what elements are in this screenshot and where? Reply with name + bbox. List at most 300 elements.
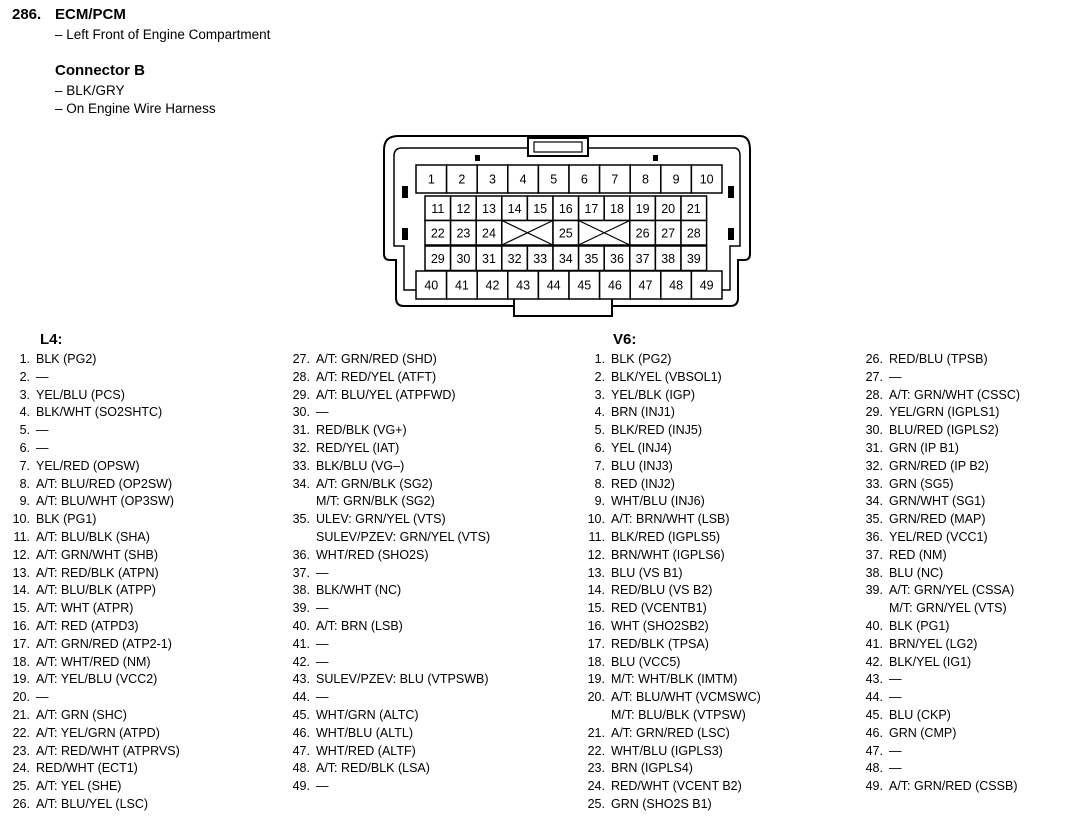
pin-number: 15. xyxy=(12,601,30,616)
pin-description: GRN (IP B1) xyxy=(889,440,959,455)
connector-pin-8 xyxy=(630,165,661,193)
connector-pin-9 xyxy=(661,165,692,193)
pin-entry xyxy=(853,565,1020,583)
pin-number: 25. xyxy=(587,796,605,811)
connector-pin-20 xyxy=(655,196,681,221)
pin-entry xyxy=(280,351,490,369)
pin-entry xyxy=(0,440,180,458)
pin-entry xyxy=(0,689,180,707)
svg-text:38: 38 xyxy=(661,251,676,266)
connector-pin-37 xyxy=(630,246,656,271)
connector-diagram xyxy=(382,130,752,320)
pin-entry xyxy=(0,760,180,778)
pin-description: — xyxy=(889,761,902,776)
pin-entry xyxy=(575,565,761,583)
l4-pin-list-2 xyxy=(280,351,490,796)
pin-number: 18. xyxy=(587,654,605,669)
svg-text:22: 22 xyxy=(430,226,445,241)
svg-text:15: 15 xyxy=(533,201,548,216)
pin-number: 47. xyxy=(865,743,883,758)
svg-text:12: 12 xyxy=(456,201,471,216)
pin-number: 21. xyxy=(12,707,30,722)
pin-description: BLK (PG2) xyxy=(36,352,97,366)
connector-pin-38 xyxy=(655,246,681,271)
pin-number: 45. xyxy=(292,707,310,722)
svg-text:32: 32 xyxy=(507,251,522,266)
pin-description: — xyxy=(36,440,49,455)
connector-pin-27 xyxy=(655,221,681,246)
pin-entry xyxy=(575,743,761,761)
pin-description: A/T: BLU/WHT (VCMSWC) xyxy=(611,690,761,705)
pin-entry xyxy=(280,760,490,778)
connector-pin-40 xyxy=(416,271,447,299)
pin-number: 5. xyxy=(19,423,30,438)
pin-entry xyxy=(0,422,180,440)
pin-description: A/T: GRN/RED (SHD) xyxy=(316,352,437,366)
pin-description: A/T: YEL/GRN (ATPD) xyxy=(36,725,160,740)
pin-number: 48. xyxy=(865,761,883,776)
connector-pin-15 xyxy=(527,196,553,221)
pin-number: 7. xyxy=(19,458,30,473)
pin-description-alt: SULEV/PZEV: GRN/YEL (VTS) xyxy=(316,529,491,544)
pin-number: 38. xyxy=(292,583,310,598)
connector-pin-36 xyxy=(604,246,630,271)
pin-number: 6. xyxy=(594,440,605,455)
svg-text:40: 40 xyxy=(424,278,439,293)
pin-number: 44. xyxy=(865,690,883,705)
svg-text:8: 8 xyxy=(642,172,649,187)
pin-number: 42. xyxy=(865,654,883,669)
pin-description: A/T: YEL (SHE) xyxy=(36,779,122,794)
pin-number: 39. xyxy=(292,601,310,616)
connector-pin-17 xyxy=(579,196,605,221)
pin-description: BLU (INJ3) xyxy=(611,458,673,473)
pin-entry xyxy=(280,725,490,743)
pin-description: GRN (CMP) xyxy=(889,725,957,740)
pin-number: 28. xyxy=(865,387,883,402)
pin-number: 36. xyxy=(865,529,883,544)
pin-description: RED (VCENTB1) xyxy=(611,601,707,616)
connector-pin-24 xyxy=(476,221,502,246)
pin-entry xyxy=(575,582,761,600)
pin-number: 23. xyxy=(12,743,30,758)
pin-description: RED/BLK (TPSA) xyxy=(611,636,709,651)
v6-pin-list-1 xyxy=(575,351,761,814)
pin-description: YEL (INJ4) xyxy=(611,440,672,455)
pin-number: 40. xyxy=(292,618,310,633)
pin-entry xyxy=(280,689,490,707)
pin-description: A/T: RED/YEL (ATFT) xyxy=(316,369,437,384)
pin-number: 22. xyxy=(587,743,605,758)
pin-description: BLK (PG1) xyxy=(36,512,97,527)
pin-entry xyxy=(575,511,761,529)
pin-entry xyxy=(853,689,1020,707)
svg-text:18: 18 xyxy=(610,201,624,216)
pin-entry xyxy=(853,422,1020,440)
pin-number: 49. xyxy=(865,779,883,794)
pin-entry xyxy=(853,618,1020,636)
pin-description: RED/WHT (VCENT B2) xyxy=(611,779,742,794)
connector-pin-1 xyxy=(416,165,447,193)
pin-entry xyxy=(0,351,180,369)
connector-pin-33 xyxy=(527,246,553,271)
connector-pin-13 xyxy=(476,196,502,221)
svg-text:41: 41 xyxy=(454,278,469,293)
pin-description: WHT (SHO2SB2) xyxy=(611,618,709,633)
pin-number: 44. xyxy=(292,690,310,705)
svg-text:17: 17 xyxy=(584,201,599,216)
pin-entry xyxy=(280,387,490,405)
connector-pin-21 xyxy=(681,196,707,221)
connector-pin-4 xyxy=(508,165,539,193)
pin-entry xyxy=(280,600,490,618)
svg-text:13: 13 xyxy=(482,201,496,216)
connector-pin-26 xyxy=(630,221,656,246)
pin-description: — xyxy=(316,601,329,616)
pin-entry xyxy=(280,476,490,494)
pin-description: RED (INJ2) xyxy=(611,476,675,491)
pin-number: 10. xyxy=(12,512,30,527)
pin-description: RED/WHT (ECT1) xyxy=(36,761,138,776)
pin-number: 35. xyxy=(292,512,310,527)
pin-entry xyxy=(0,582,180,600)
pin-entry xyxy=(280,636,490,654)
pin-description: RED/BLK (VG+) xyxy=(316,423,407,438)
pin-number: 8. xyxy=(19,476,30,491)
pin-entry xyxy=(575,476,761,494)
pin-entry xyxy=(853,671,1020,689)
svg-text:35: 35 xyxy=(584,251,599,266)
pin-entry xyxy=(575,689,761,707)
pin-entry xyxy=(853,547,1020,565)
pin-number: 31. xyxy=(292,423,310,438)
pin-description: — xyxy=(36,369,49,384)
pin-entry xyxy=(280,440,490,458)
pin-number: 15. xyxy=(587,601,605,616)
connector-pin-42 xyxy=(477,271,508,299)
connector-pin-49 xyxy=(691,271,722,299)
pin-description: A/T: GRN/RED (LSC) xyxy=(611,725,730,740)
connector-pin-11 xyxy=(425,196,451,221)
svg-text:34: 34 xyxy=(558,251,573,266)
item-number: 286. xyxy=(12,6,42,23)
pin-number: 33. xyxy=(292,458,310,473)
svg-text:5: 5 xyxy=(550,172,558,187)
pin-number: 26. xyxy=(12,796,30,811)
connector-pin-grid xyxy=(416,165,722,299)
connector-pin-39 xyxy=(681,246,707,271)
pin-description: WHT/GRN (ALTC) xyxy=(316,707,419,722)
pin-entry xyxy=(853,636,1020,654)
pin-description: — xyxy=(889,672,902,687)
pin-description: A/T: WHT/RED (NM) xyxy=(36,654,151,669)
pin-description: — xyxy=(316,405,329,420)
pin-description-alt: M/T: GRN/YEL (VTS) xyxy=(889,601,1007,616)
pin-number: 2. xyxy=(594,369,605,384)
pin-number: 37. xyxy=(292,565,310,580)
pin-number: 9. xyxy=(594,494,605,509)
pin-description: — xyxy=(316,654,329,669)
pin-number: 20. xyxy=(12,690,30,705)
pin-entry xyxy=(853,351,1020,369)
pin-number: 32. xyxy=(865,458,883,473)
connector-pin-46 xyxy=(600,271,631,299)
pin-number: 45. xyxy=(865,707,883,722)
svg-text:33: 33 xyxy=(533,251,548,266)
pin-number: 38. xyxy=(865,565,883,580)
pin-description: BLK (PG2) xyxy=(611,352,672,366)
l4-pin-list-1 xyxy=(0,351,180,814)
pin-description: YEL/RED (VCC1) xyxy=(889,529,988,544)
connector-pin-18 xyxy=(604,196,630,221)
svg-text:45: 45 xyxy=(577,278,592,293)
pin-description: — xyxy=(316,690,329,705)
pin-description: A/T: BRN/WHT (LSB) xyxy=(611,512,730,527)
pin-entry xyxy=(0,778,180,796)
pin-number: 12. xyxy=(12,547,30,562)
pin-description-alt: M/T: BLU/BLK (VTPSW) xyxy=(611,707,746,722)
pin-entry xyxy=(575,404,761,422)
pin-number: 30. xyxy=(865,423,883,438)
pin-description: BLK/YEL (VBSOL1) xyxy=(611,369,722,384)
pin-entry xyxy=(853,511,1020,529)
svg-text:4: 4 xyxy=(519,172,527,187)
pin-number: 24. xyxy=(12,761,30,776)
pin-number: 14. xyxy=(12,583,30,598)
pin-number: 39. xyxy=(865,583,883,598)
svg-text:44: 44 xyxy=(546,278,561,293)
pin-entry xyxy=(853,743,1020,761)
pin-number: 16. xyxy=(587,618,605,633)
pin-description: A/T: YEL/BLU (VCC2) xyxy=(36,672,158,687)
pin-entry xyxy=(280,707,490,725)
svg-text:39: 39 xyxy=(686,251,701,266)
pin-entry xyxy=(575,760,761,778)
pin-number: 37. xyxy=(865,547,883,562)
pin-number: 17. xyxy=(12,636,30,651)
pin-description: WHT/RED (SHO2S) xyxy=(316,547,429,562)
connector-pin-48 xyxy=(661,271,692,299)
pin-number: 23. xyxy=(587,761,605,776)
pin-description: A/T: GRN/RED (CSSB) xyxy=(889,779,1018,794)
pin-description: YEL/BLK (IGP) xyxy=(611,387,696,402)
pin-entry xyxy=(280,582,490,600)
pin-description: A/T: BLU/WHT (OP3SW) xyxy=(36,494,174,509)
pin-entry xyxy=(280,743,490,761)
pin-description: A/T: BLU/BLK (ATPP) xyxy=(36,583,156,598)
pin-entry xyxy=(0,796,180,814)
svg-text:14: 14 xyxy=(507,201,522,216)
svg-text:19: 19 xyxy=(635,201,650,216)
svg-text:49: 49 xyxy=(699,278,714,293)
pin-entry xyxy=(853,707,1020,725)
pin-description: A/T: RED/WHT (ATPRVS) xyxy=(36,743,180,758)
svg-text:31: 31 xyxy=(482,251,496,266)
pin-entry xyxy=(575,422,761,440)
pin-description: GRN/WHT (SG1) xyxy=(889,494,986,509)
svg-text:16: 16 xyxy=(558,201,573,216)
pin-number: 24. xyxy=(587,779,605,794)
svg-text:47: 47 xyxy=(638,278,653,293)
svg-text:28: 28 xyxy=(686,226,701,241)
pin-description: RED/YEL (IAT) xyxy=(316,440,400,455)
pin-entry xyxy=(853,778,1020,796)
svg-text:6: 6 xyxy=(580,172,588,187)
pin-number: 9. xyxy=(19,494,30,509)
connector-pin-44 xyxy=(538,271,569,299)
pin-description: BLU (VS B1) xyxy=(611,565,683,580)
pin-entry xyxy=(853,404,1020,422)
pin-number: 31. xyxy=(865,440,883,455)
pin-number: 2. xyxy=(19,369,30,384)
pin-description: A/T: RED/BLK (ATPN) xyxy=(36,565,159,580)
pin-description-alt: M/T: GRN/BLK (SG2) xyxy=(316,494,435,509)
svg-text:30: 30 xyxy=(456,251,471,266)
pin-entry xyxy=(575,618,761,636)
svg-text:25: 25 xyxy=(558,226,573,241)
connector-pin-25 xyxy=(553,221,579,246)
svg-text:24: 24 xyxy=(482,226,496,241)
connector-blank-cavity xyxy=(579,221,630,246)
pin-number: 21. xyxy=(587,725,605,740)
connector-pin-19 xyxy=(630,196,656,221)
pin-entry xyxy=(575,636,761,654)
svg-text:2: 2 xyxy=(458,172,466,187)
pin-entry xyxy=(0,387,180,405)
pin-entry xyxy=(575,440,761,458)
connector-blank-cavity xyxy=(502,221,553,246)
connector-pin-35 xyxy=(579,246,605,271)
pin-number: 18. xyxy=(12,654,30,669)
pin-description: A/T: GRN (SHC) xyxy=(36,707,127,722)
pin-description: RED/BLU (TPSB) xyxy=(889,352,988,366)
svg-text:42: 42 xyxy=(485,278,500,293)
pin-entry xyxy=(575,351,761,369)
svg-text:9: 9 xyxy=(672,172,680,187)
pin-entry xyxy=(853,760,1020,778)
pin-description: SULEV/PZEV: BLU (VTPSWB) xyxy=(316,672,489,687)
pin-description: YEL/BLU (PCS) xyxy=(36,387,125,402)
pin-entry xyxy=(853,458,1020,476)
pin-entry xyxy=(0,547,180,565)
pin-number: 22. xyxy=(12,725,30,740)
pin-entry xyxy=(575,493,761,511)
pin-description: A/T: RED/BLK (LSA) xyxy=(316,761,430,776)
pin-description: RED/BLU (VS B2) xyxy=(611,583,713,598)
svg-text:11: 11 xyxy=(431,201,445,216)
svg-text:37: 37 xyxy=(635,251,650,266)
pin-description: A/T: WHT (ATPR) xyxy=(36,601,134,616)
pin-number: 32. xyxy=(292,440,310,455)
v6-heading: V6: xyxy=(613,331,637,348)
pin-entry xyxy=(280,547,490,565)
pin-number: 46. xyxy=(865,725,883,740)
v6-pin-list-2 xyxy=(853,351,1020,796)
pin-number: 1. xyxy=(594,352,605,366)
pin-description: ULEV: GRN/YEL (VTS) xyxy=(316,512,446,527)
pin-description: BRN/WHT (IGPLS6) xyxy=(611,547,725,562)
connector-pin-29 xyxy=(425,246,451,271)
connector-pin-30 xyxy=(451,246,477,271)
pin-number: 12. xyxy=(587,547,605,562)
svg-text:43: 43 xyxy=(516,278,531,293)
pin-number: 4. xyxy=(594,405,605,420)
pin-description: A/T: GRN/WHT (CSSC) xyxy=(889,387,1021,402)
pin-number: 17. xyxy=(587,636,605,651)
pin-entry xyxy=(280,422,490,440)
pin-description: — xyxy=(316,779,329,794)
pin-description: — xyxy=(316,565,329,580)
pin-entry xyxy=(853,654,1020,672)
pin-entry xyxy=(853,387,1020,405)
pin-number: 5. xyxy=(594,423,605,438)
svg-text:46: 46 xyxy=(607,278,622,293)
connector-pin-10 xyxy=(691,165,722,193)
svg-text:20: 20 xyxy=(661,201,676,216)
pin-number: 27. xyxy=(865,369,883,384)
connector-pin-32 xyxy=(502,246,528,271)
pin-number: 19. xyxy=(12,672,30,687)
pin-number: 13. xyxy=(587,565,605,580)
pin-entry xyxy=(575,725,761,743)
component-title: ECM/PCM xyxy=(55,6,126,23)
pin-description: BRN (INJ1) xyxy=(611,405,675,420)
pin-entry xyxy=(0,654,180,672)
pin-number: 19. xyxy=(587,672,605,687)
pin-number: 34. xyxy=(292,476,310,491)
pin-number: 46. xyxy=(292,725,310,740)
pin-entry xyxy=(0,707,180,725)
pin-description: GRN (SG5) xyxy=(889,476,954,491)
pin-description: YEL/RED (OPSW) xyxy=(36,458,140,473)
pin-description: BLU (CKP) xyxy=(889,707,951,722)
pin-number: 14. xyxy=(587,583,605,598)
pin-entry xyxy=(0,671,180,689)
pin-description: BLK/RED (IGPLS5) xyxy=(611,529,721,544)
pin-entry xyxy=(0,725,180,743)
pin-entry xyxy=(280,618,490,636)
pin-entry xyxy=(280,654,490,672)
svg-text:23: 23 xyxy=(456,226,471,241)
pin-description: A/T: RED (ATPD3) xyxy=(36,618,139,633)
pin-number: 3. xyxy=(594,387,605,402)
pin-description: GRN (SHO2S B1) xyxy=(611,796,712,811)
pin-number: 4. xyxy=(19,405,30,420)
pin-description: A/T: GRN/WHT (SHB) xyxy=(36,547,158,562)
pin-description: A/T: GRN/YEL (CSSA) xyxy=(889,583,1015,598)
pin-description: — xyxy=(316,636,329,651)
pin-number: 3. xyxy=(19,387,30,402)
pin-entry xyxy=(853,369,1020,387)
pin-number: 27. xyxy=(292,352,310,366)
pin-number: 26. xyxy=(865,352,883,366)
connector-pin-45 xyxy=(569,271,600,299)
pin-entry xyxy=(853,582,1020,600)
connector-pin-28 xyxy=(681,221,707,246)
pin-description: BLK (PG1) xyxy=(889,618,950,633)
pin-number: 40. xyxy=(865,618,883,633)
pin-number: 42. xyxy=(292,654,310,669)
pin-description: WHT/BLU (INJ6) xyxy=(611,494,705,509)
pin-description: WHT/BLU (IGPLS3) xyxy=(611,743,723,758)
pin-description: A/T: GRN/RED (ATP2-1) xyxy=(36,636,172,651)
pin-entry xyxy=(575,654,761,672)
pin-description: BLK/WHT (SO2SHTC) xyxy=(36,405,163,420)
pin-entry xyxy=(575,387,761,405)
pin-number: 8. xyxy=(594,476,605,491)
pin-number: 11. xyxy=(13,529,30,544)
pin-description: BLU (VCC5) xyxy=(611,654,681,669)
